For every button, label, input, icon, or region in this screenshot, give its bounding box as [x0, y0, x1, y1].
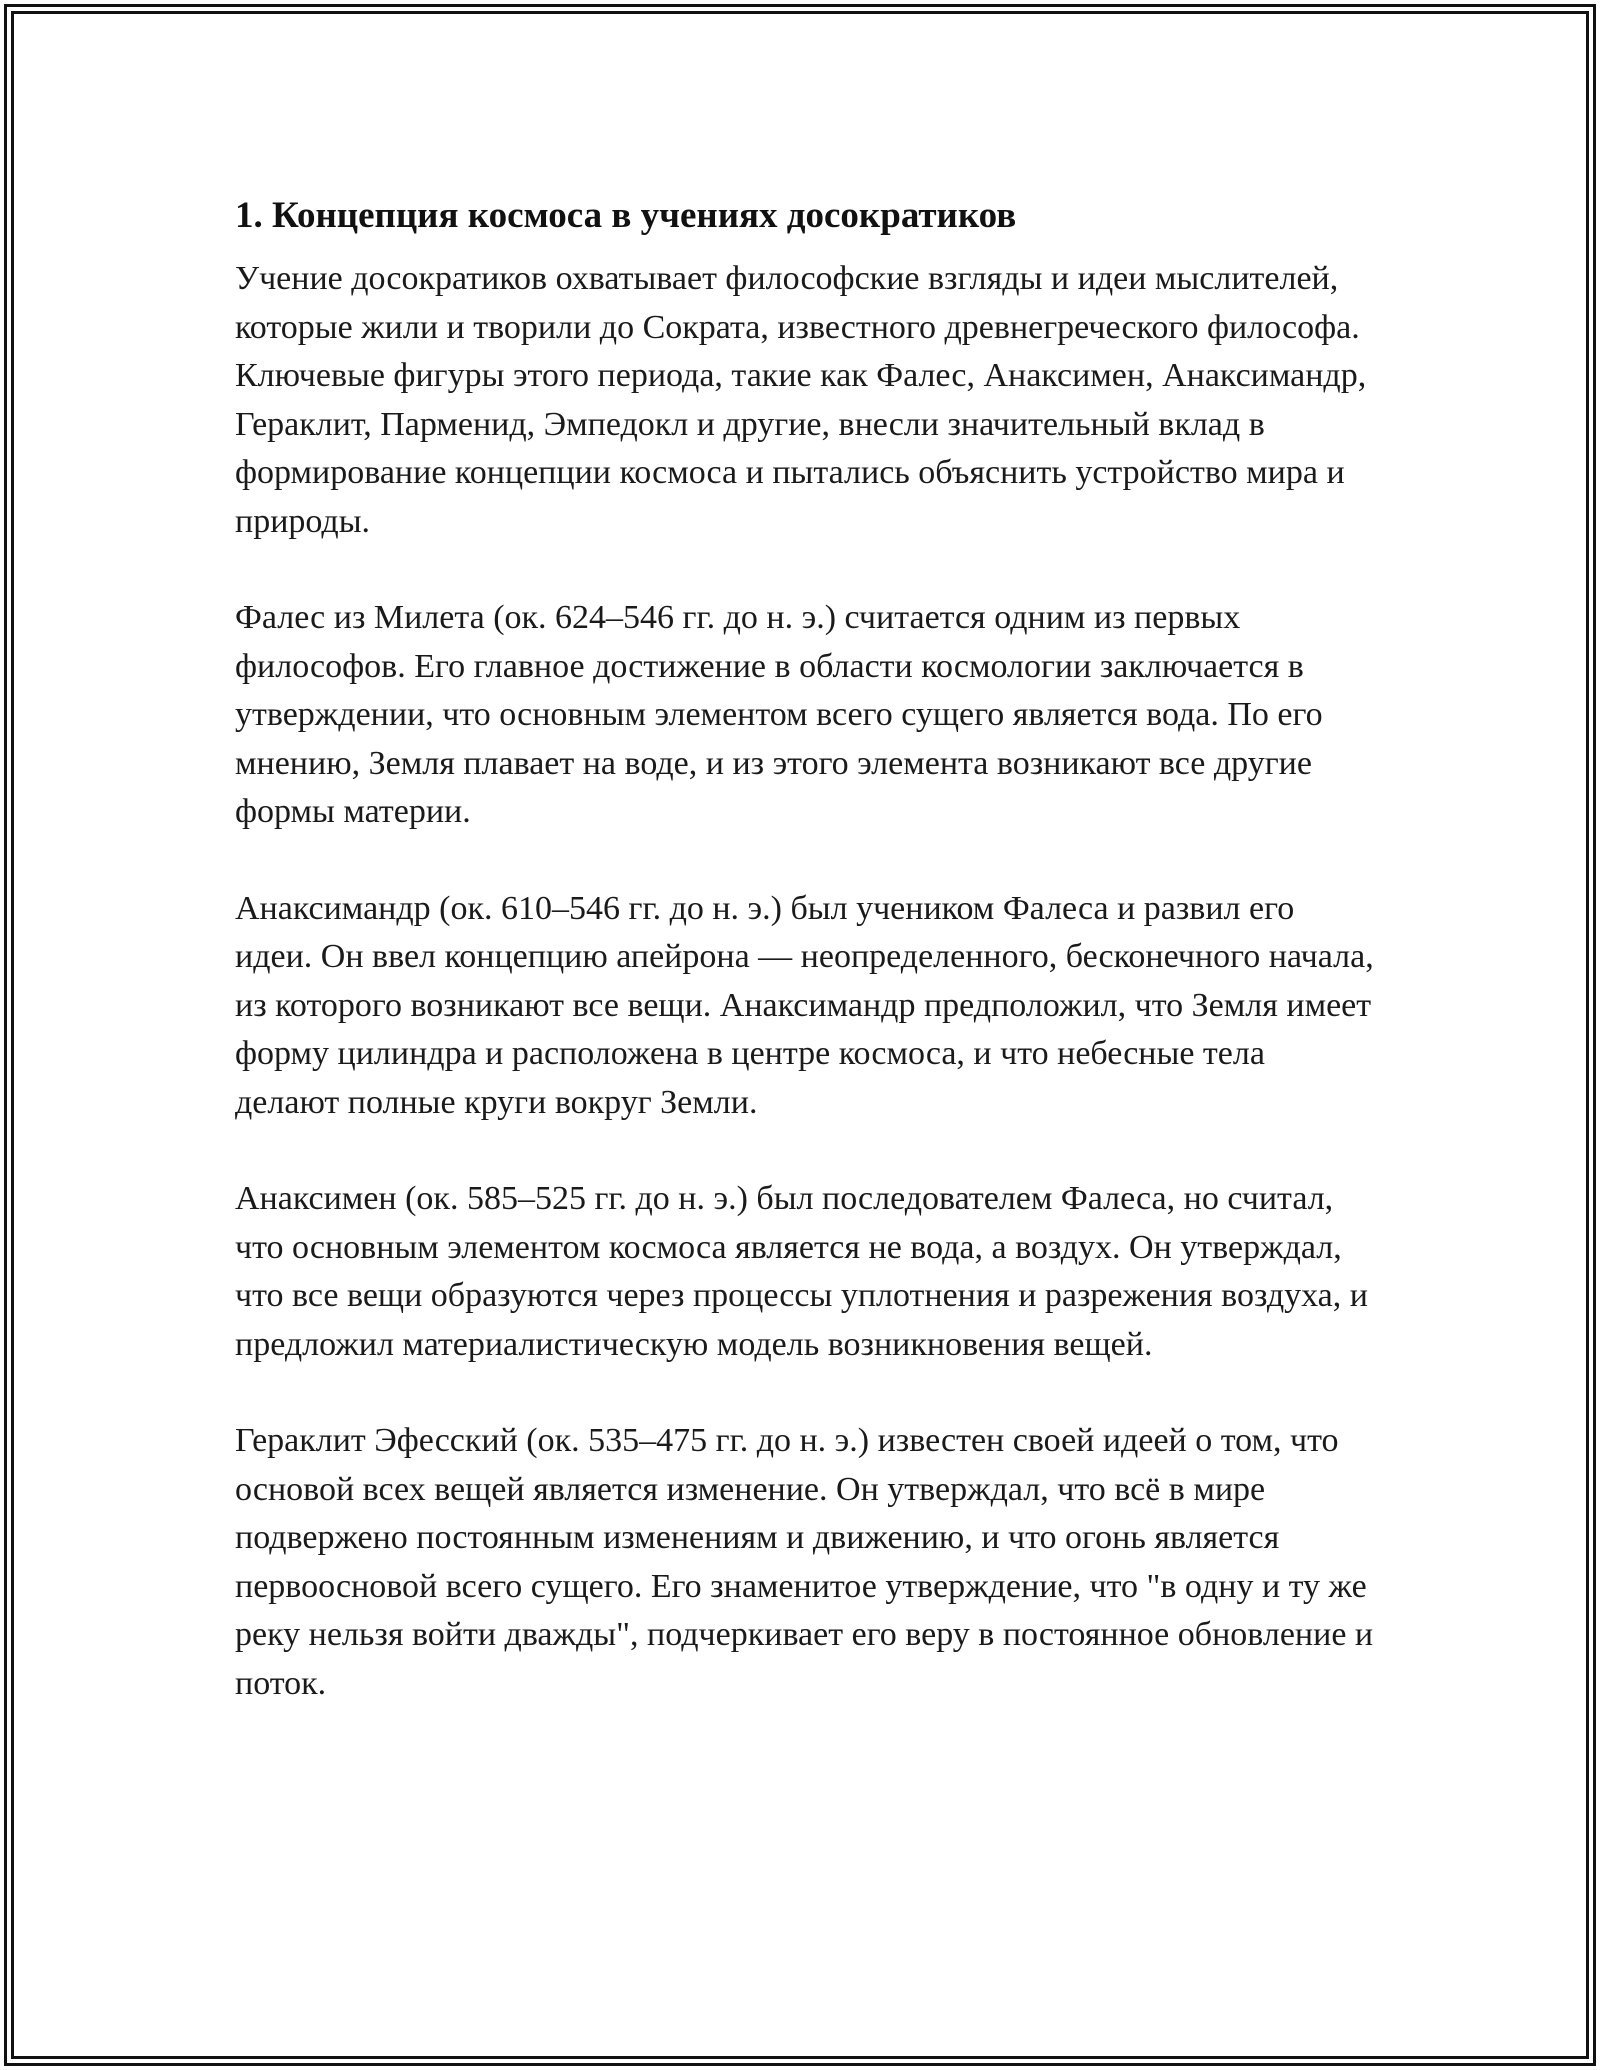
paragraph-intro: Учение досократиков охватывает философские взгляды и идеи мыслителей, которые жили и творили до Сократа, известного древнегреческого философа. Ключевые фигуры этого периода, такие как Фалес, Анаксимен, Анаксимандр, Гераклит, Парменид, Эмпедокл и другие, внесли значительный вклад в формирование концепции космоса и пытались объяснить устройство мира и природы.	[235, 260, 1367, 540]
paragraph-anaximenes: Анаксимен (ок. 585–525 гг. до н. э.) был последователем Фалеса, но считал, что основным элементом космоса является не вода, а воздух. Он утверждал, что все вещи образуются через процессы уплотнения и разрежения воздуха, и предложил материалистическую модель возникновения вещей.	[235, 1180, 1368, 1363]
paragraph-anaximander: Анаксимандр (ок. 610–546 гг. до н. э.) был учеником Фалеса и развил его идеи. Он ввел концепцию апейрона — неопределенного, бесконечного начала, из которого возникают все вещи. Анаксимандр предположил, что Земля имеет форму цилиндра и расположена в центре космоса, и что небесные тела делают полные круги вокруг Земли.	[235, 889, 1374, 1121]
paragraph-thales: Фалес из Милета (ок. 624–546 гг. до н. э.) считается одним из первых философов. Его главное достижение в области космологии заключается в утверждении, что основным элементом всего сущего является вода. По его мнению, Земля плавает на воде, и из этого элемента возникают все другие формы материи.	[235, 599, 1323, 830]
section-heading: 1. Концепция космоса в учениях досократиков	[235, 195, 1017, 236]
document-body	[235, 188, 1375, 1708]
paragraph-heraclitus: Гераклит Эфесский (ок. 535–475 гг. до н. э.) известен своей идеей о том, что основой всех вещей является изменение. Он утверждал, что всё в мире подвержено постоянным изменениям и движению, и что огонь является первоосновой всего сущего. Его знаменитое утверждение, что "в одну и ту же реку нельзя войти дважды", подчеркивает его веру в постоянное обновление и поток.	[235, 1422, 1374, 1702]
